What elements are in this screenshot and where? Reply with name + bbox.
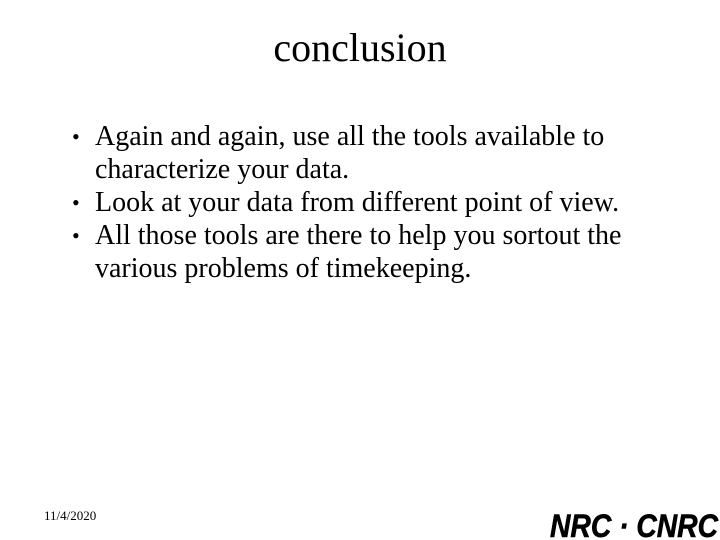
bullet-list	[66, 120, 676, 285]
bullet-text: Look at your data from different point of view.	[95, 187, 620, 218]
bullet-marker: •	[72, 190, 80, 215]
nrc-cnrc-logo	[548, 508, 720, 540]
bullet-text: Again and again, use all the tools available to characterize your data.	[95, 121, 605, 185]
bullet-item	[66, 120, 676, 186]
bullet-item	[66, 219, 676, 285]
bullet-marker: •	[72, 124, 80, 149]
logo-wordmark: NRC · CNRC	[550, 508, 719, 540]
bullet-text: All those tools are there to help you sortout the various problems of timekeeping.	[95, 220, 622, 284]
slide-title: conclusion	[273, 25, 447, 70]
bullet-item	[66, 186, 676, 219]
bullet-marker: •	[72, 223, 80, 248]
slide-date: 11/4/2020	[44, 508, 97, 523]
